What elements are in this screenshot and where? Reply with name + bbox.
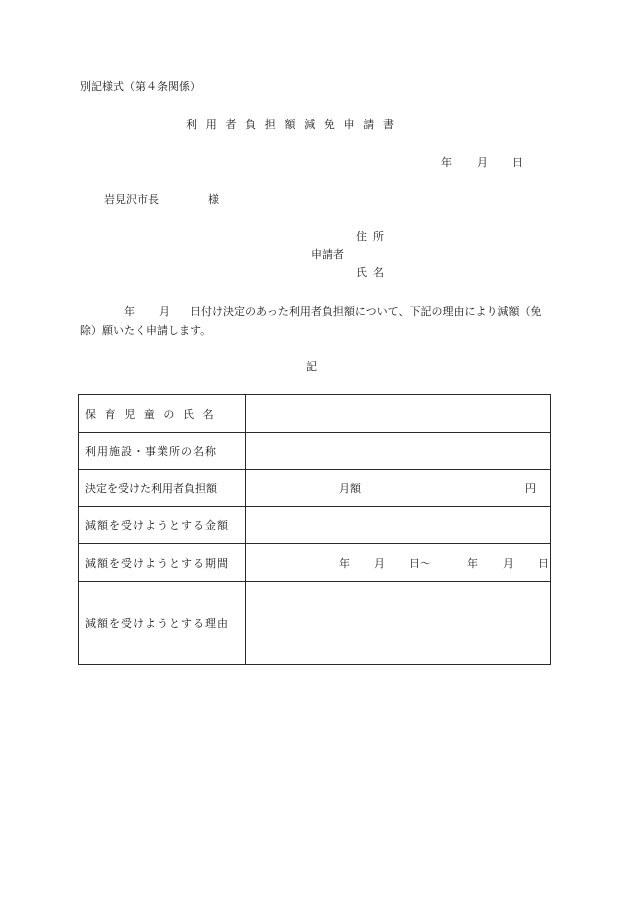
request-statement — [80, 302, 554, 340]
applicant-label: 申請者 — [311, 248, 344, 261]
addressee-name: 岩見沢市長 — [104, 193, 159, 206]
decided-fee-field[interactable] — [246, 470, 551, 507]
period-end-month: 月 — [503, 556, 514, 570]
table-row — [79, 470, 551, 507]
table-row — [79, 507, 551, 544]
table-row — [79, 582, 551, 665]
facility-name-field[interactable] — [246, 433, 551, 470]
period-start-day: 日～ — [409, 556, 431, 570]
yen-unit: 円 — [525, 482, 536, 495]
period-start-month: 月 — [374, 556, 385, 570]
monthly-label: 月額 — [339, 482, 361, 495]
table-row — [79, 395, 551, 433]
period-start-year: 年 — [339, 556, 350, 570]
statement-text: 日付け決定のあった利用者負担額について、下記の理由により減額（免除）願いたく申請します。 — [80, 305, 542, 337]
child-name-field[interactable] — [246, 395, 551, 433]
period-end-day: 日 — [538, 556, 549, 570]
date-day-label: 日 — [512, 156, 523, 169]
statement-year: 年 — [124, 305, 135, 318]
application-table — [78, 394, 551, 665]
reduction-amount-field[interactable] — [246, 507, 551, 544]
applicant-name-label: 氏名 — [356, 266, 390, 279]
reduction-period-field[interactable] — [246, 544, 551, 582]
date-year-label: 年 — [441, 156, 452, 169]
reduction-reason-field[interactable] — [246, 582, 551, 665]
table-row — [79, 544, 551, 582]
table-row — [79, 433, 551, 470]
facility-name-label: 利用施設・事業所の名称 — [79, 433, 246, 470]
statement-month: 月 — [159, 305, 170, 318]
reduction-period-label: 減額を受けようとする期間 — [79, 544, 246, 582]
addressee-honorific: 様 — [208, 193, 219, 206]
date-month-label: 月 — [477, 156, 488, 169]
form-reference: 別記様式（第４条関係） — [80, 80, 201, 93]
period-end-year: 年 — [467, 556, 478, 570]
reduction-amount-label: 減額を受けようとする金額 — [79, 507, 246, 544]
child-name-label: 保育児童の氏名 — [79, 395, 246, 433]
applicant-address-label: 住所 — [356, 230, 390, 243]
record-mark: 記 — [306, 360, 317, 373]
decided-fee-label: 決定を受けた利用者負担額 — [79, 470, 246, 507]
document-title: 利用者負担額減免申請書 — [186, 118, 403, 131]
reduction-reason-label: 減額を受けようとする理由 — [79, 582, 246, 665]
